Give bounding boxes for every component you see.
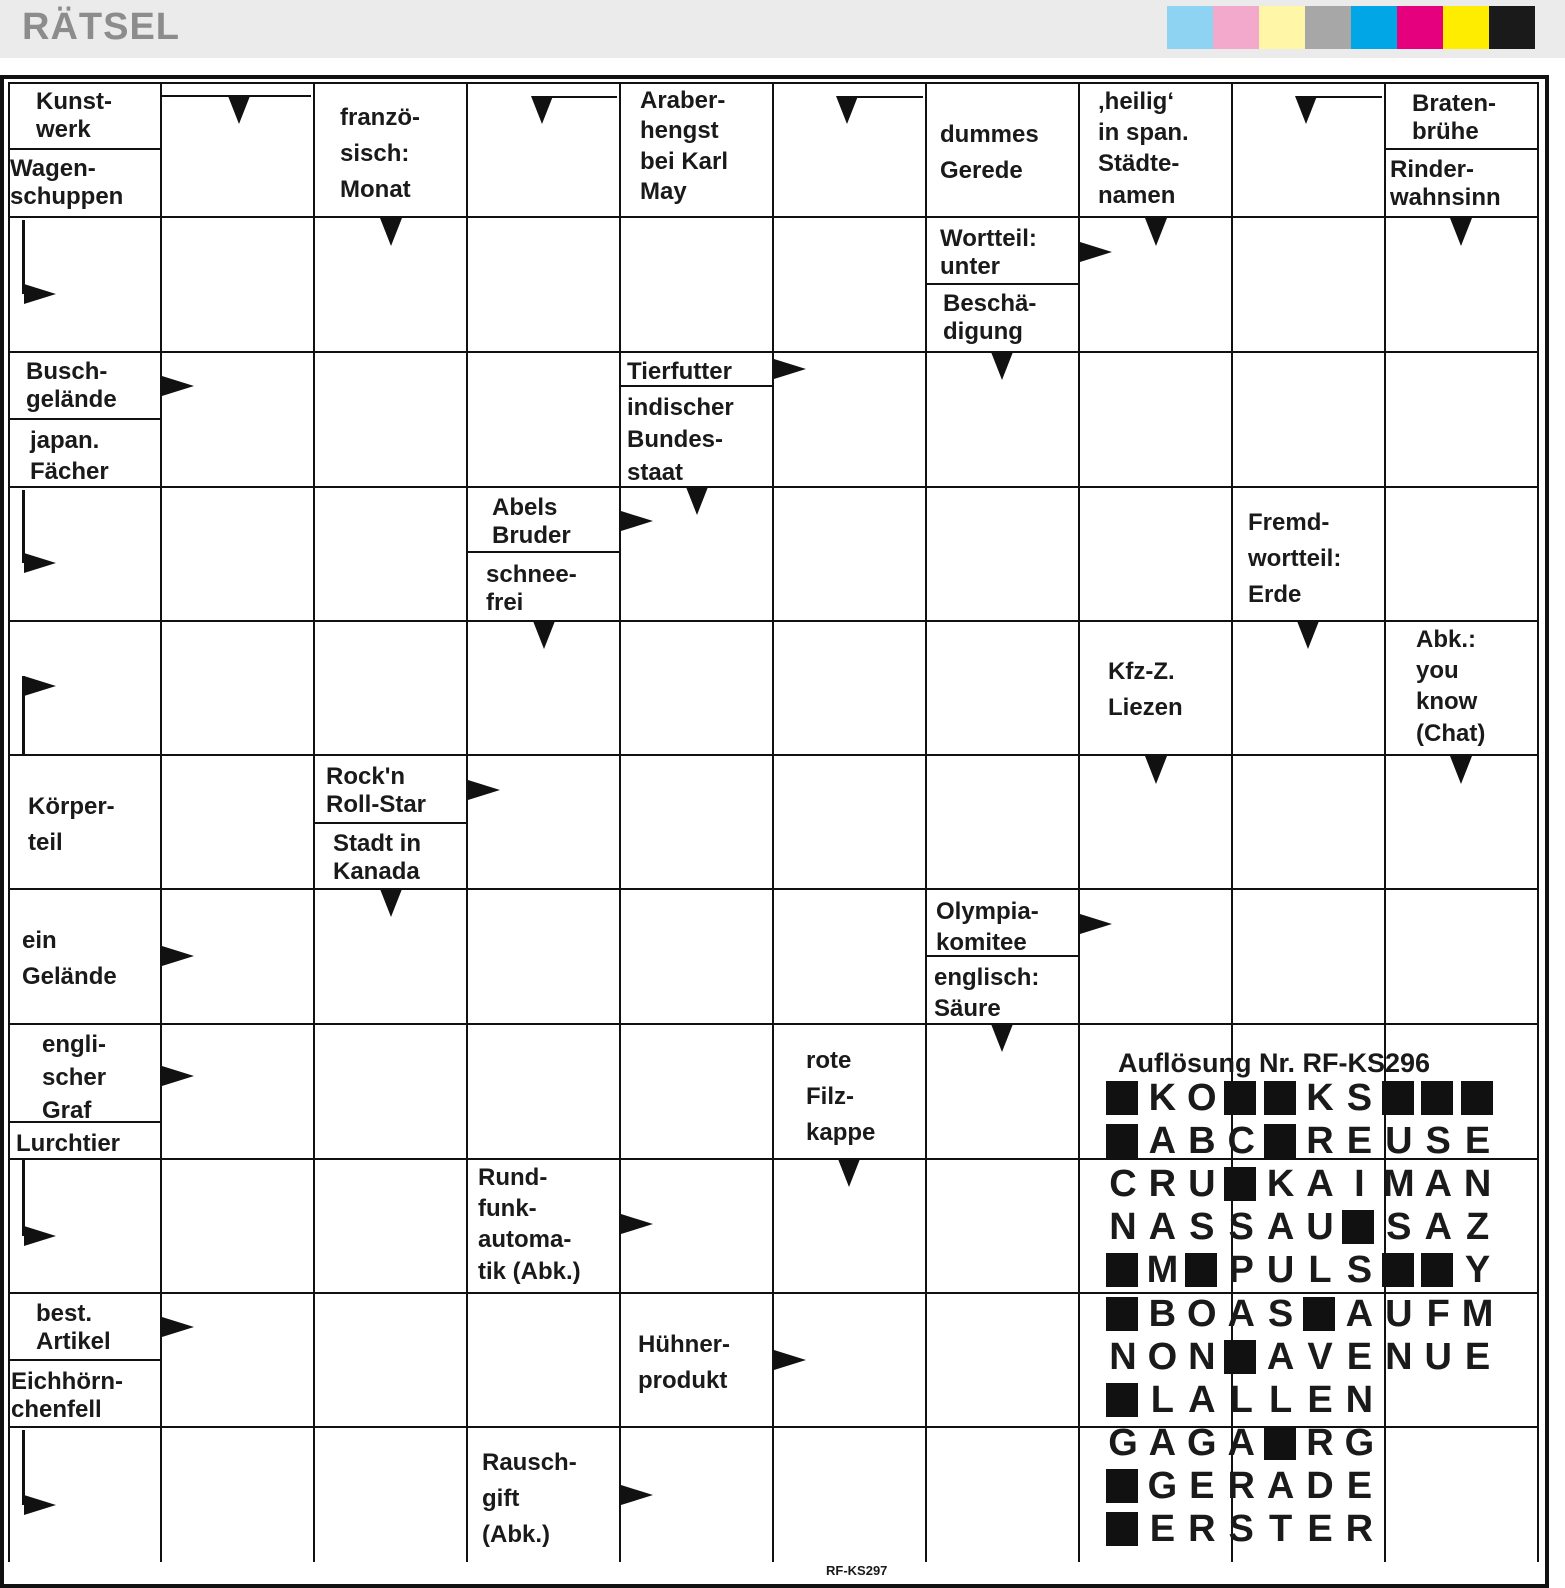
clue-schneefrei: schnee- frei — [486, 561, 577, 617]
clue-fremdwortteil-erde: Fremd- wortteil: Erde — [1248, 509, 1342, 608]
solution-letter: E — [1307, 1378, 1333, 1421]
solution-block — [1106, 1469, 1138, 1503]
solution-letter: G — [1108, 1421, 1138, 1464]
solution-letter: S — [1346, 1249, 1373, 1292]
clue-franzoesisch-monat: franzö- sisch: Monat — [340, 104, 420, 203]
solution-block — [1106, 1081, 1138, 1115]
clue-araberhengst: Araber- hengst bei Karl May — [640, 87, 729, 206]
solution-letter: A — [1424, 1206, 1452, 1249]
color-swatch — [1305, 6, 1351, 49]
solution-letter: A — [1306, 1163, 1334, 1206]
solution-letter: A — [1148, 1120, 1177, 1163]
arrow-bent-right-icon — [24, 553, 56, 578]
solution-letter: Z — [1465, 1206, 1490, 1249]
solution-block — [1106, 1124, 1138, 1158]
solution-block — [1264, 1426, 1296, 1460]
clue-englischer-graf: engli- scher Graf — [42, 1031, 107, 1125]
clue-dummes-gerede: dummes Gerede — [940, 121, 1039, 184]
clue-stadt-in-kanada: Stadt in Kanada — [333, 830, 421, 886]
grid-line-h — [1386, 148, 1537, 150]
arrow-right-icon — [162, 376, 194, 401]
solution-letter: G — [1187, 1421, 1217, 1464]
grid-line-h — [468, 551, 619, 553]
solution-block — [1382, 1253, 1414, 1287]
grid-line-h — [10, 1359, 160, 1361]
solution-block — [1106, 1383, 1138, 1417]
solution-letter: R — [1188, 1508, 1216, 1550]
arrow-right-icon — [162, 1066, 194, 1091]
clue-rocknroll-star: Rock'n Roll-Star — [326, 763, 427, 819]
solution-letter: S — [1346, 1077, 1373, 1119]
grid-line-v — [925, 82, 927, 1562]
solution-letter: D — [1306, 1464, 1334, 1507]
arrow-down-icon — [533, 621, 555, 654]
clue-huehnerprodukt: Hühner- produkt — [638, 1331, 730, 1394]
solution-block — [1461, 1081, 1493, 1115]
arrow-right-icon — [468, 780, 500, 805]
solution-letter: R — [1227, 1464, 1255, 1507]
solution-letter: K — [1148, 1077, 1177, 1119]
arrow-down-icon — [1450, 218, 1472, 251]
solution-letter: T — [1268, 1508, 1293, 1550]
arrow-right-icon — [1080, 242, 1112, 267]
clue-abk-you-know: Abk.: you know (Chat) — [1416, 626, 1486, 747]
solution-letter: N — [1109, 1335, 1137, 1378]
grid-line-v — [1537, 82, 1539, 1562]
solution-letter: U — [1424, 1335, 1452, 1378]
solution-letter: E — [1346, 1335, 1373, 1378]
solution-letter: G — [1344, 1421, 1375, 1464]
color-swatch — [1213, 6, 1259, 49]
clue-olympiakomitee: Olympia- komitee — [936, 898, 1039, 957]
clue-indischer-bundesstaat: indischer Bundes- staat — [627, 394, 734, 486]
solution-letter: K — [1306, 1077, 1334, 1119]
solution-block — [1264, 1124, 1296, 1158]
arrow-right-icon — [162, 946, 194, 971]
arrow-bent-right-icon — [24, 1226, 56, 1251]
solution-letter: S — [1228, 1206, 1254, 1249]
solution-block — [1421, 1081, 1453, 1115]
solution-block — [1382, 1081, 1414, 1115]
solution-letter: S — [1386, 1206, 1412, 1249]
arrow-right-icon — [621, 511, 653, 536]
arrow-down-icon — [686, 487, 708, 520]
solution-letter: C — [1109, 1163, 1137, 1206]
solution-block — [1106, 1253, 1138, 1287]
clue-eichhoernchenfell: Eichhörn- chenfell — [11, 1368, 123, 1424]
solution-letter: K — [1266, 1163, 1295, 1206]
clue-buschgelaende: Busch- gelände — [26, 358, 117, 414]
solution-letter: R — [1148, 1163, 1177, 1206]
grid-line-h — [8, 888, 1537, 890]
solution-letter: N — [1463, 1163, 1492, 1206]
solution-block — [1224, 1167, 1256, 1201]
solution-letter: N — [1109, 1206, 1137, 1249]
solution-letter: L — [1229, 1378, 1253, 1421]
color-swatch — [1167, 6, 1213, 49]
grid-line-v — [1078, 82, 1080, 1562]
arrow-down-icon — [1145, 218, 1167, 251]
arrow-down-icon — [380, 889, 402, 922]
solution-letter: E — [1464, 1120, 1491, 1163]
arrow-down-icon — [991, 1024, 1013, 1057]
clue-ein-gelaende: ein Gelände — [22, 927, 117, 990]
clue-kfz-liezen: Kfz-Z. Liezen — [1108, 658, 1183, 721]
solution-block — [1421, 1253, 1453, 1287]
clue-wagenschuppen: Wagen- schuppen — [10, 155, 124, 211]
arrow-right-icon — [774, 1350, 806, 1375]
grid-line-h — [8, 1292, 1537, 1294]
solution-letter: A — [1148, 1206, 1177, 1249]
clue-rauschgift: Rausch- gift (Abk.) — [482, 1449, 577, 1548]
arrow-down-icon — [228, 96, 250, 129]
solution-letter: G — [1147, 1464, 1178, 1507]
solution-letter: A — [1266, 1335, 1295, 1378]
solution-title: Auflösung Nr. RF-KS296 — [1118, 1048, 1431, 1078]
arrow-bent-right-icon — [24, 284, 56, 309]
page-title: RÄTSEL — [22, 6, 180, 48]
header-bar — [0, 0, 1565, 58]
grid-line-v — [466, 82, 468, 1562]
solution-letter: O — [1147, 1335, 1178, 1378]
arrow-down-icon — [836, 96, 858, 129]
clue-rinderwahnsinn: Rinder- wahnsinn — [1390, 156, 1501, 212]
clue-bratenbruehe: Braten- brühe — [1412, 90, 1497, 146]
solution-letter: R — [1345, 1508, 1374, 1550]
solution-letter: A — [1188, 1378, 1216, 1421]
solution-block — [1342, 1210, 1374, 1244]
arrow-stem — [22, 220, 25, 294]
solution-block — [1106, 1297, 1138, 1331]
color-swatch — [1397, 6, 1443, 49]
solution-letter: U — [1188, 1163, 1216, 1206]
color-swatch — [1489, 6, 1535, 49]
arrow-down-icon — [1295, 96, 1317, 129]
solution-letter: A — [1266, 1206, 1295, 1249]
solution-letter: N — [1188, 1335, 1216, 1378]
arrow-stem — [22, 1430, 25, 1505]
clue-englisch-saeure: englisch: Säure — [934, 964, 1040, 1023]
solution-letter: S — [1267, 1292, 1294, 1335]
solution-letter: S — [1228, 1508, 1254, 1550]
arrow-down-icon — [1145, 756, 1167, 789]
grid-line-v — [8, 82, 10, 1562]
solution-block — [1224, 1340, 1256, 1374]
clue-kunstwerk: Kunst- werk — [36, 88, 112, 144]
arrow-down-icon — [991, 352, 1013, 385]
grid-line-h — [8, 82, 1539, 84]
solution-letter: E — [1346, 1120, 1373, 1163]
clue-tierfutter: Tierfutter — [627, 358, 732, 385]
clue-koerperteil: Körper- teil — [28, 793, 115, 856]
solution-letter: A — [1345, 1292, 1374, 1335]
arrow-bent-right-icon — [24, 1495, 56, 1520]
solution-letter: M — [1461, 1292, 1494, 1335]
arrow-right-icon — [162, 1317, 194, 1342]
grid-line-h — [8, 351, 1537, 353]
solution-block — [1303, 1297, 1335, 1331]
solution-letter: F — [1426, 1292, 1450, 1335]
clue-rundfunkautomatik: Rund- funk- automa- tik (Abk.) — [478, 1164, 581, 1285]
solution-letter: U — [1266, 1249, 1295, 1292]
solution-letter: E — [1149, 1508, 1176, 1550]
grid-line-h — [10, 418, 160, 420]
color-swatch — [1443, 6, 1489, 49]
clue-lurchtier: Lurchtier — [16, 1130, 121, 1157]
solution-letter: A — [1266, 1464, 1295, 1507]
solution-block — [1224, 1081, 1256, 1115]
clue-rote-filzkappe: rote Filz- kappe — [806, 1047, 876, 1146]
arrow-bent-right-icon — [24, 676, 56, 701]
arrow-down-icon — [838, 1159, 860, 1192]
arrow-right-icon — [621, 1485, 653, 1510]
color-swatch — [1259, 6, 1305, 49]
solution-letter: U — [1385, 1292, 1413, 1335]
solution-letter: M — [1146, 1249, 1179, 1292]
solution-letter: E — [1189, 1464, 1215, 1507]
grid-line-h — [8, 216, 1537, 218]
solution-letter: Y — [1464, 1249, 1491, 1292]
arrow-right-icon — [1080, 914, 1112, 939]
color-swatch — [1351, 6, 1397, 49]
arrow-down-icon — [1297, 621, 1319, 654]
solution-letter: A — [1227, 1292, 1255, 1335]
arrow-down-icon — [380, 218, 402, 251]
clue-abels-bruder: Abels Bruder — [492, 494, 571, 550]
solution-letter: U — [1306, 1206, 1334, 1249]
grid-line-v — [619, 82, 621, 1562]
solution-letter: S — [1189, 1206, 1215, 1249]
solution-letter: N — [1345, 1378, 1374, 1421]
grid-line-h — [927, 283, 1078, 285]
clue-best-artikel: best. Artikel — [36, 1300, 111, 1356]
solution-letter: L — [1150, 1378, 1174, 1421]
solution-letter: U — [1385, 1120, 1413, 1163]
grid-line-h — [10, 148, 160, 150]
solution-letter: B — [1188, 1120, 1216, 1163]
solution-letter: L — [1308, 1249, 1332, 1292]
grid-line-h — [8, 1023, 1537, 1025]
arrow-right-icon — [621, 1214, 653, 1239]
solution-letter: P — [1228, 1249, 1254, 1292]
solution-letter: C — [1227, 1120, 1255, 1163]
solution-letter: A — [1424, 1163, 1452, 1206]
solution-block — [1185, 1253, 1217, 1287]
solution-letter: B — [1148, 1292, 1177, 1335]
solution-letter: N — [1385, 1335, 1413, 1378]
solution-letter: M — [1382, 1163, 1415, 1206]
solution-letter: E — [1464, 1335, 1491, 1378]
solution-letter: O — [1187, 1077, 1217, 1119]
arrow-right-icon — [774, 359, 806, 384]
grid-line-h — [8, 754, 1537, 756]
solution-letter: I — [1354, 1163, 1365, 1206]
arrow-down-icon — [531, 96, 553, 129]
solution-letter: E — [1346, 1464, 1373, 1507]
grid-line-h — [315, 822, 466, 824]
grid-line-h — [8, 486, 1537, 488]
solution-letter: V — [1307, 1335, 1333, 1378]
puzzle-code: RF-KS297 — [826, 1563, 888, 1578]
solution-letter: O — [1187, 1292, 1217, 1335]
solution-block — [1264, 1081, 1296, 1115]
arrow-stem — [22, 1160, 25, 1236]
solution-letter: E — [1307, 1508, 1333, 1550]
clue-heilig-span: ‚heilig‘ in span. Städte- namen — [1098, 88, 1189, 209]
clue-japan-faecher: japan. Fächer — [30, 427, 109, 486]
solution-letter: R — [1306, 1421, 1334, 1464]
solution-letter: R — [1306, 1120, 1334, 1163]
solution-letter: A — [1227, 1421, 1255, 1464]
grid-line-v — [772, 82, 774, 1562]
solution-block — [1106, 1512, 1138, 1546]
arrow-down-icon — [1450, 756, 1472, 789]
solution-letter: S — [1425, 1120, 1451, 1163]
solution-letter: A — [1148, 1421, 1177, 1464]
clue-beschaedigung: Beschä- digung — [943, 290, 1037, 346]
clue-wortteil-unter: Wortteil: unter — [940, 225, 1037, 281]
solution-letter: L — [1268, 1378, 1293, 1421]
